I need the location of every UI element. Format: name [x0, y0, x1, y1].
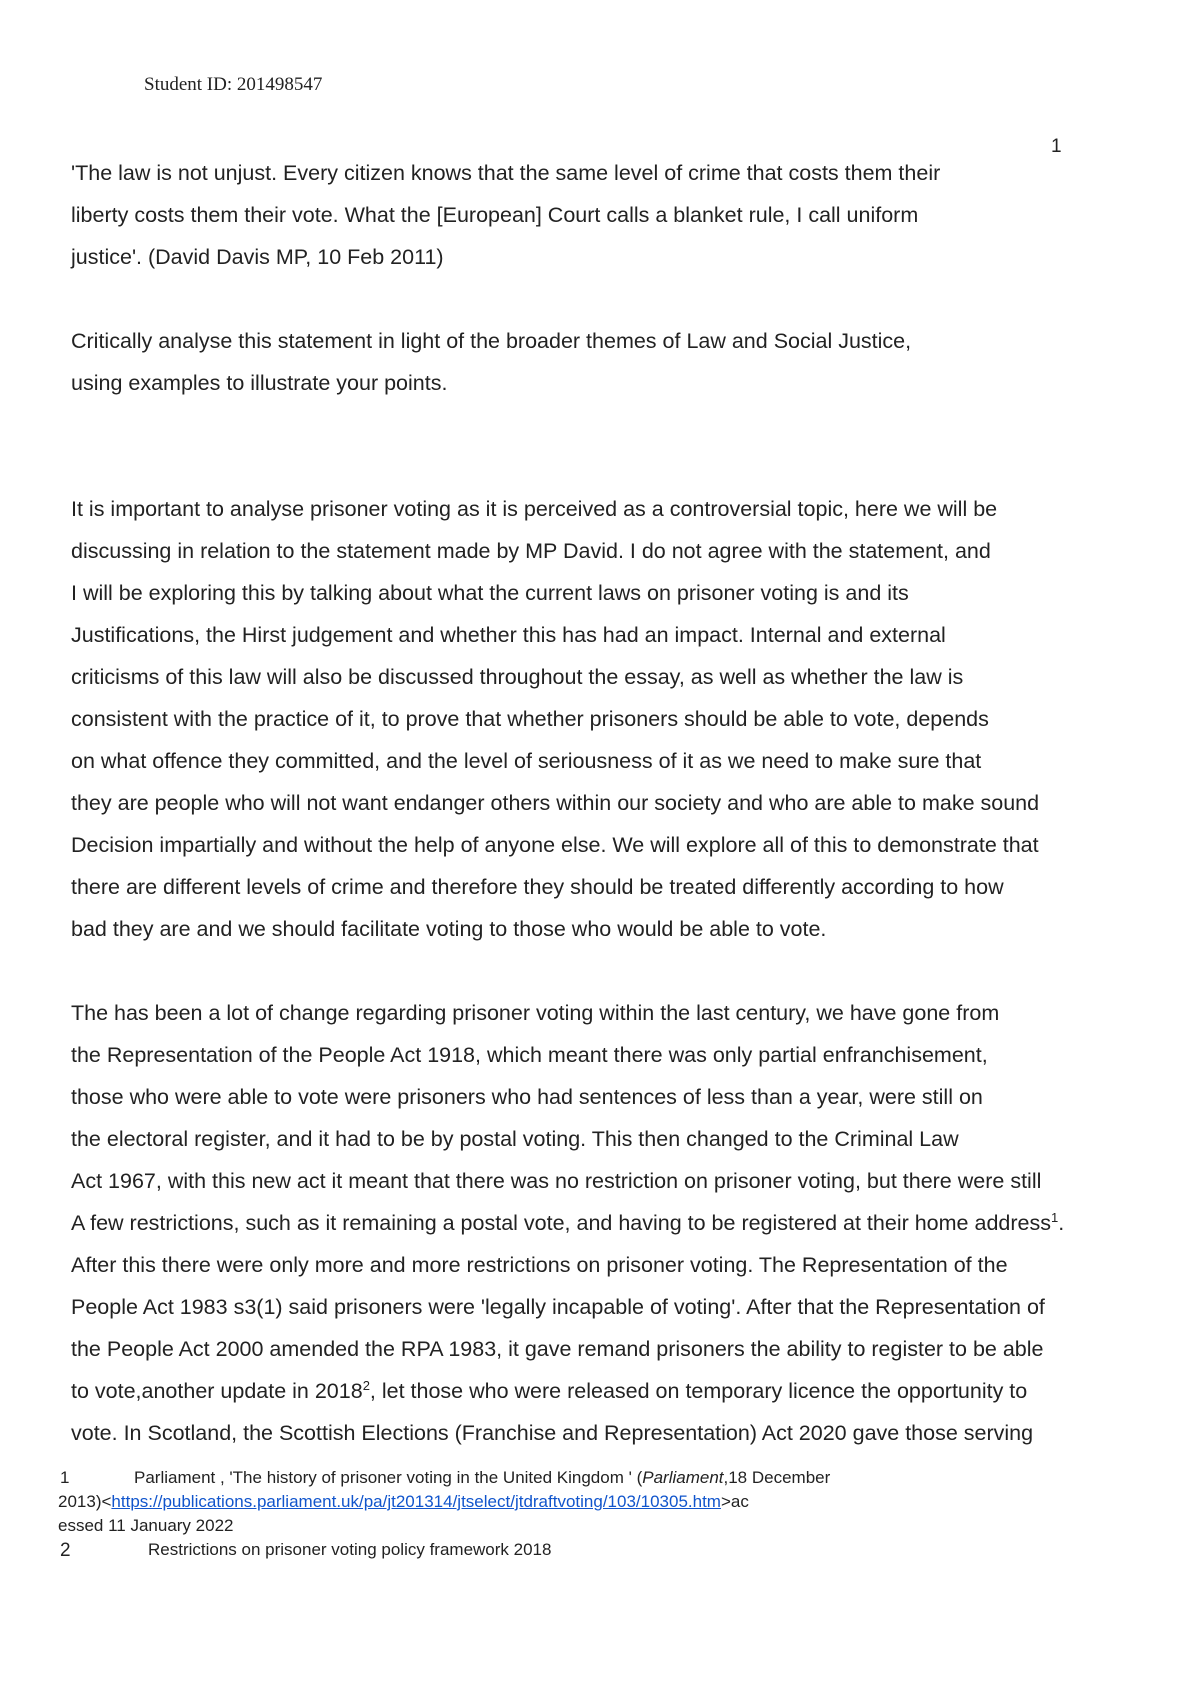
- footnote-number: 2: [60, 1540, 71, 1561]
- quote-line: 'The law is not unjust. Every citizen knows that the same level of crime that costs them their: [71, 161, 941, 185]
- paragraph-line: they are people who will not want endanger others within our society and who are able to make sound: [71, 791, 1040, 815]
- paragraph-text: A few restrictions, such as it remaining a postal vote, and having to be registered at their home address: [71, 1211, 1051, 1235]
- paragraph-line: Justifications, the Hirst judgement and whether this has had an impact. Internal and external: [71, 623, 946, 647]
- paragraph-line: The has been a lot of change regarding prisoner voting within the last century, we have gone from: [71, 1001, 1000, 1025]
- quote-line: justice'. (David Davis MP, 10 Feb 2011): [71, 245, 444, 269]
- footnote-number: 1: [60, 1468, 70, 1487]
- paragraph-line: [71, 1379, 1027, 1404]
- footnote-1-line-1: [134, 1468, 830, 1488]
- paragraph-text: .: [1058, 1211, 1065, 1235]
- footnote-text: >ac: [720, 1492, 749, 1511]
- task-line: using examples to illustrate your points.: [71, 371, 448, 395]
- paragraph-line: consistent with the practice of it, to prove that whether prisoners should be able to vote, depends: [71, 707, 989, 731]
- quote-line: liberty costs them their vote. What the [European] Court calls a blanket rule, I call uniform: [71, 203, 919, 227]
- paragraph-line: those who were able to vote were prisoners who had sentences of less than a year, were still on: [71, 1085, 983, 1109]
- page-number: 1: [1051, 136, 1062, 157]
- paragraph-line: [71, 1211, 1064, 1236]
- paragraph-line: the People Act 2000 amended the RPA 1983, it gave remand prisoners the ability to register to be able: [71, 1337, 1044, 1361]
- paragraph-line: Decision impartially and without the help of anyone else. We will explore all of this to demonstrate that: [71, 833, 1039, 857]
- footnote-1-line-3: essed 11 January 2022: [58, 1516, 234, 1535]
- footnote-1-line-2: [58, 1492, 749, 1512]
- paragraph-line: bad they are and we should facilitate voting to those who would be able to vote.: [71, 917, 827, 941]
- footnote-text: 2013)<: [58, 1492, 112, 1511]
- footnote-2: Restrictions on prisoner voting policy framework 2018: [148, 1540, 552, 1559]
- paragraph-line: After this there were only more and more restrictions on prisoner voting. The Representation of the: [71, 1253, 1008, 1277]
- footnote-marker[interactable]: 2: [362, 1378, 370, 1393]
- footnote-marker[interactable]: 1: [1050, 1210, 1059, 1225]
- paragraph-line: People Act 1983 s3(1) said prisoners were 'legally incapable of voting'. After that the Representation of: [71, 1295, 1045, 1319]
- paragraph-line: It is important to analyse prisoner voting as it is perceived as a controversial topic, here we will be: [71, 497, 998, 521]
- paragraph-text: , let those who were released on temporary licence the opportunity to: [369, 1379, 1028, 1403]
- paragraph-line: the Representation of the People Act 1918, which meant there was only partial enfranchisement,: [71, 1043, 988, 1067]
- footnote-source: Parliament: [642, 1468, 724, 1487]
- student-id: Student ID: 201498547: [144, 74, 323, 95]
- paragraph-line: Act 1967, with this new act it meant that there was no restriction on prisoner voting, but there were still: [71, 1169, 1042, 1193]
- paragraph-line: there are different levels of crime and therefore they should be treated differently according to how: [71, 875, 1004, 899]
- paragraph-text: to vote,another update in 2018: [71, 1379, 363, 1403]
- paragraph-line: the electoral register, and it had to be by postal voting. This then changed to the Criminal Law: [71, 1127, 959, 1151]
- footnote-text: ,18 December: [723, 1468, 831, 1487]
- paragraph-line: on what offence they committed, and the level of seriousness of it as we need to make sure that: [71, 749, 982, 773]
- footnote-text: Parliament , 'The history of prisoner voting in the United Kingdom ' (: [134, 1468, 643, 1487]
- paragraph-line: discussing in relation to the statement made by MP David. I do not agree with the statement, and: [71, 539, 991, 563]
- task-line: Critically analyse this statement in light of the broader themes of Law and Social Justice,: [71, 329, 912, 353]
- paragraph-line: I will be exploring this by talking about what the current laws on prisoner voting is and its: [71, 581, 909, 605]
- footnote-link[interactable]: https://publications.parliament.uk/pa/jt201314/jtselect/jtdraftvoting/103/10305.htm: [111, 1492, 721, 1511]
- paragraph-line: criticisms of this law will also be discussed throughout the essay, as well as whether the law is: [71, 665, 964, 689]
- paragraph-line: vote. In Scotland, the Scottish Elections (Franchise and Representation) Act 2020 gave those serving: [71, 1421, 1034, 1445]
